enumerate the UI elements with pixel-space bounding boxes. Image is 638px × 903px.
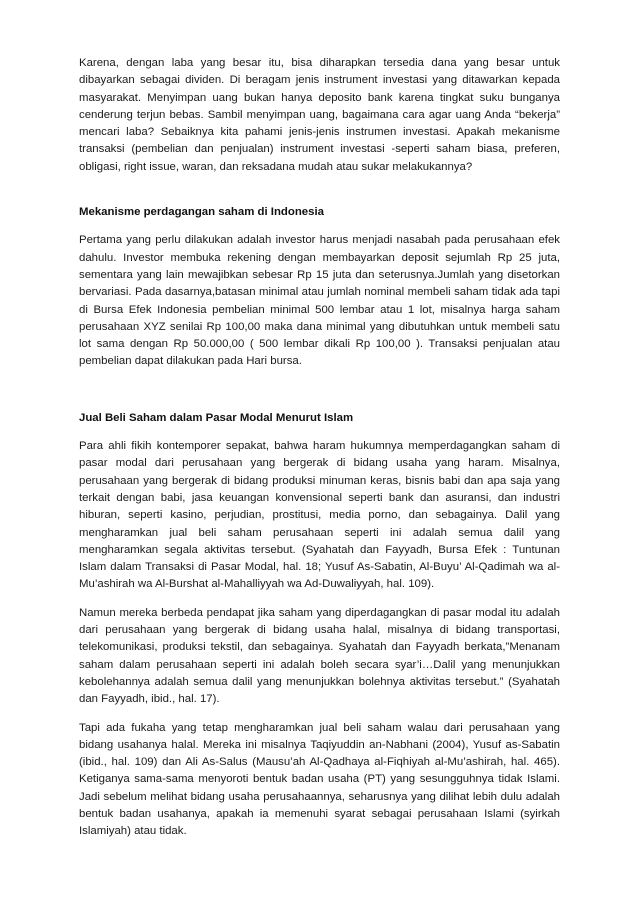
intro-paragraph: Karena, dengan laba yang besar itu, bisa diharapkan tersedia dana yang besar untuk dibayarkan sebagai dividen. Di beragam jenis instrument investasi yang ditawarkan kepada masyarakat. Menyimpan uang bukan hanya deposito bank karena tingkat suku bunganya cenderung terjun bebas. Sambil menyimpan uang, bagaimana cara agar uang Anda “bekerja” mencari laba? Sebaiknya kita pahami jenis-jenis instrumen investasi. Apakah mekanisme transaksi (pembelian dan penjualan) instrument investasi -seperti saham biasa, preferen, obligasi, right issue, waran, dan reksadana mudah atau sukar melakukannya? (79, 57, 560, 173)
mekanisme-paragraph: Pertama yang perlu dilakukan adalah investor harus menjadi nasabah pada perusahaan efek dahulu. Investor membuka rekening dengan membayarkan deposit sejumlah Rp 25 juta, sementara yang lain mewajibkan sebesar Rp 15 juta dan seterusnya.Jumlah yang disetorkan bervariasi. Pada dasarnya,batasan minimal atau jumlah nominal membeli saham tidak ada tapi di Bursa Efek Indonesia pembelian minimal 500 lembar atau 1 lot, misalnya harga saham perusahaan XYZ senilai Rp 100,00 maka dana minimal yang dibutuhkan untuk membeli satu lot sama dengan Rp 50.000,00 ( 500 lembar dikali Rp 100,00 ). Transaksi penjualan atau pembelian dapat dilakukan pada Hari bursa. (79, 234, 560, 368)
spacer (79, 221, 560, 232)
spacer (79, 371, 560, 399)
jual-beli-paragraph-3: Tapi ada fukaha yang tetap mengharamkan jual beli saham walau dari perusahaan yang bidang usahanya halal. Mereka ini misalnya Taqiyuddin an-Nabhani (2004), Yusuf as-Sabatin (ibid., hal. 109) dan Ali As-Salus (Mausu’ah Al-Qadhaya al-Fiqhiyah al-Mu’ashirah, hal. 465). Ketiganya sama-sama menyoroti bentuk badan usaha (PT) yang sesungguhnya tidak Islami. Jadi sebelum melihat bidang usaha perusahaannya, seharusnya yang dilihat lebih dulu adalah bentuk badan usahanya, apakah ia memenuhi syarat sebagai perusahaan Islami (syirkah Islamiyah) atau tidak. (79, 721, 560, 838)
spacer (79, 709, 560, 720)
jual-beli-paragraph-2: Namun mereka berbeda pendapat jika saham yang diperdagangkan di pasar modal itu adalah dari perusahaan yang bergerak di bidang usaha halal, misalnya di bidang transportasi, telekomunikasi, produksi tekstil, dan sebagainya. Syahatah dan Fayyadh berkata,”Menanam saham dalam perusahaan seperti ini adalah boleh secara syar’i…Dalil yang menunjukkan kebolehannya adalah semua dalil yang menunjukkan bolehnya aktivitas tersebut.” (Syahatah dan Fayyadh, ibid., hal. 17). (79, 606, 560, 706)
jual-beli-paragraph-1: Para ahli fikih kontemporer sepakat, bahwa haram hukumnya memperdagangkan saham di pasar modal dari perusahaan yang bergerak di bidang usaha yang haram. Misalnya, perusahaan yang bergerak di bidang produksi minuman keras, bisnis babi dan apa saja yang terkait dengan babi, jasa keuangan konvensional seperti bank dan asuransi, dan industri hiburan, seperti kasino, perjudian, prostitusi, media porno, dan sebagainya. Dalil yang mengharamkan jual beli saham perusahaan seperti ini adalah semua dalil yang mengharamkan segala aktivitas tersebut. (Syahatah dan Fayyadh, Bursa Efek : Tuntunan Islam dalam Transaksi di Pasar Modal, hal. 18; Yusuf As-Sabatin, Al-Buyu’ Al-Qadimah wa al-Mu’ashirah wa Al-Burshat al-Mahalliyyah wa Ad-Duwaliyyah, hal. 109). (79, 440, 560, 591)
spacer (79, 176, 560, 204)
section-heading-mekanisme: Mekanisme perdagangan saham di Indonesia (79, 206, 324, 219)
spacer (79, 594, 560, 605)
spacer (79, 427, 560, 438)
document-page (79, 55, 560, 841)
section-heading-jual-beli: Jual Beli Saham dalam Pasar Modal Menurut Islam (79, 411, 354, 424)
spacer (79, 399, 560, 410)
